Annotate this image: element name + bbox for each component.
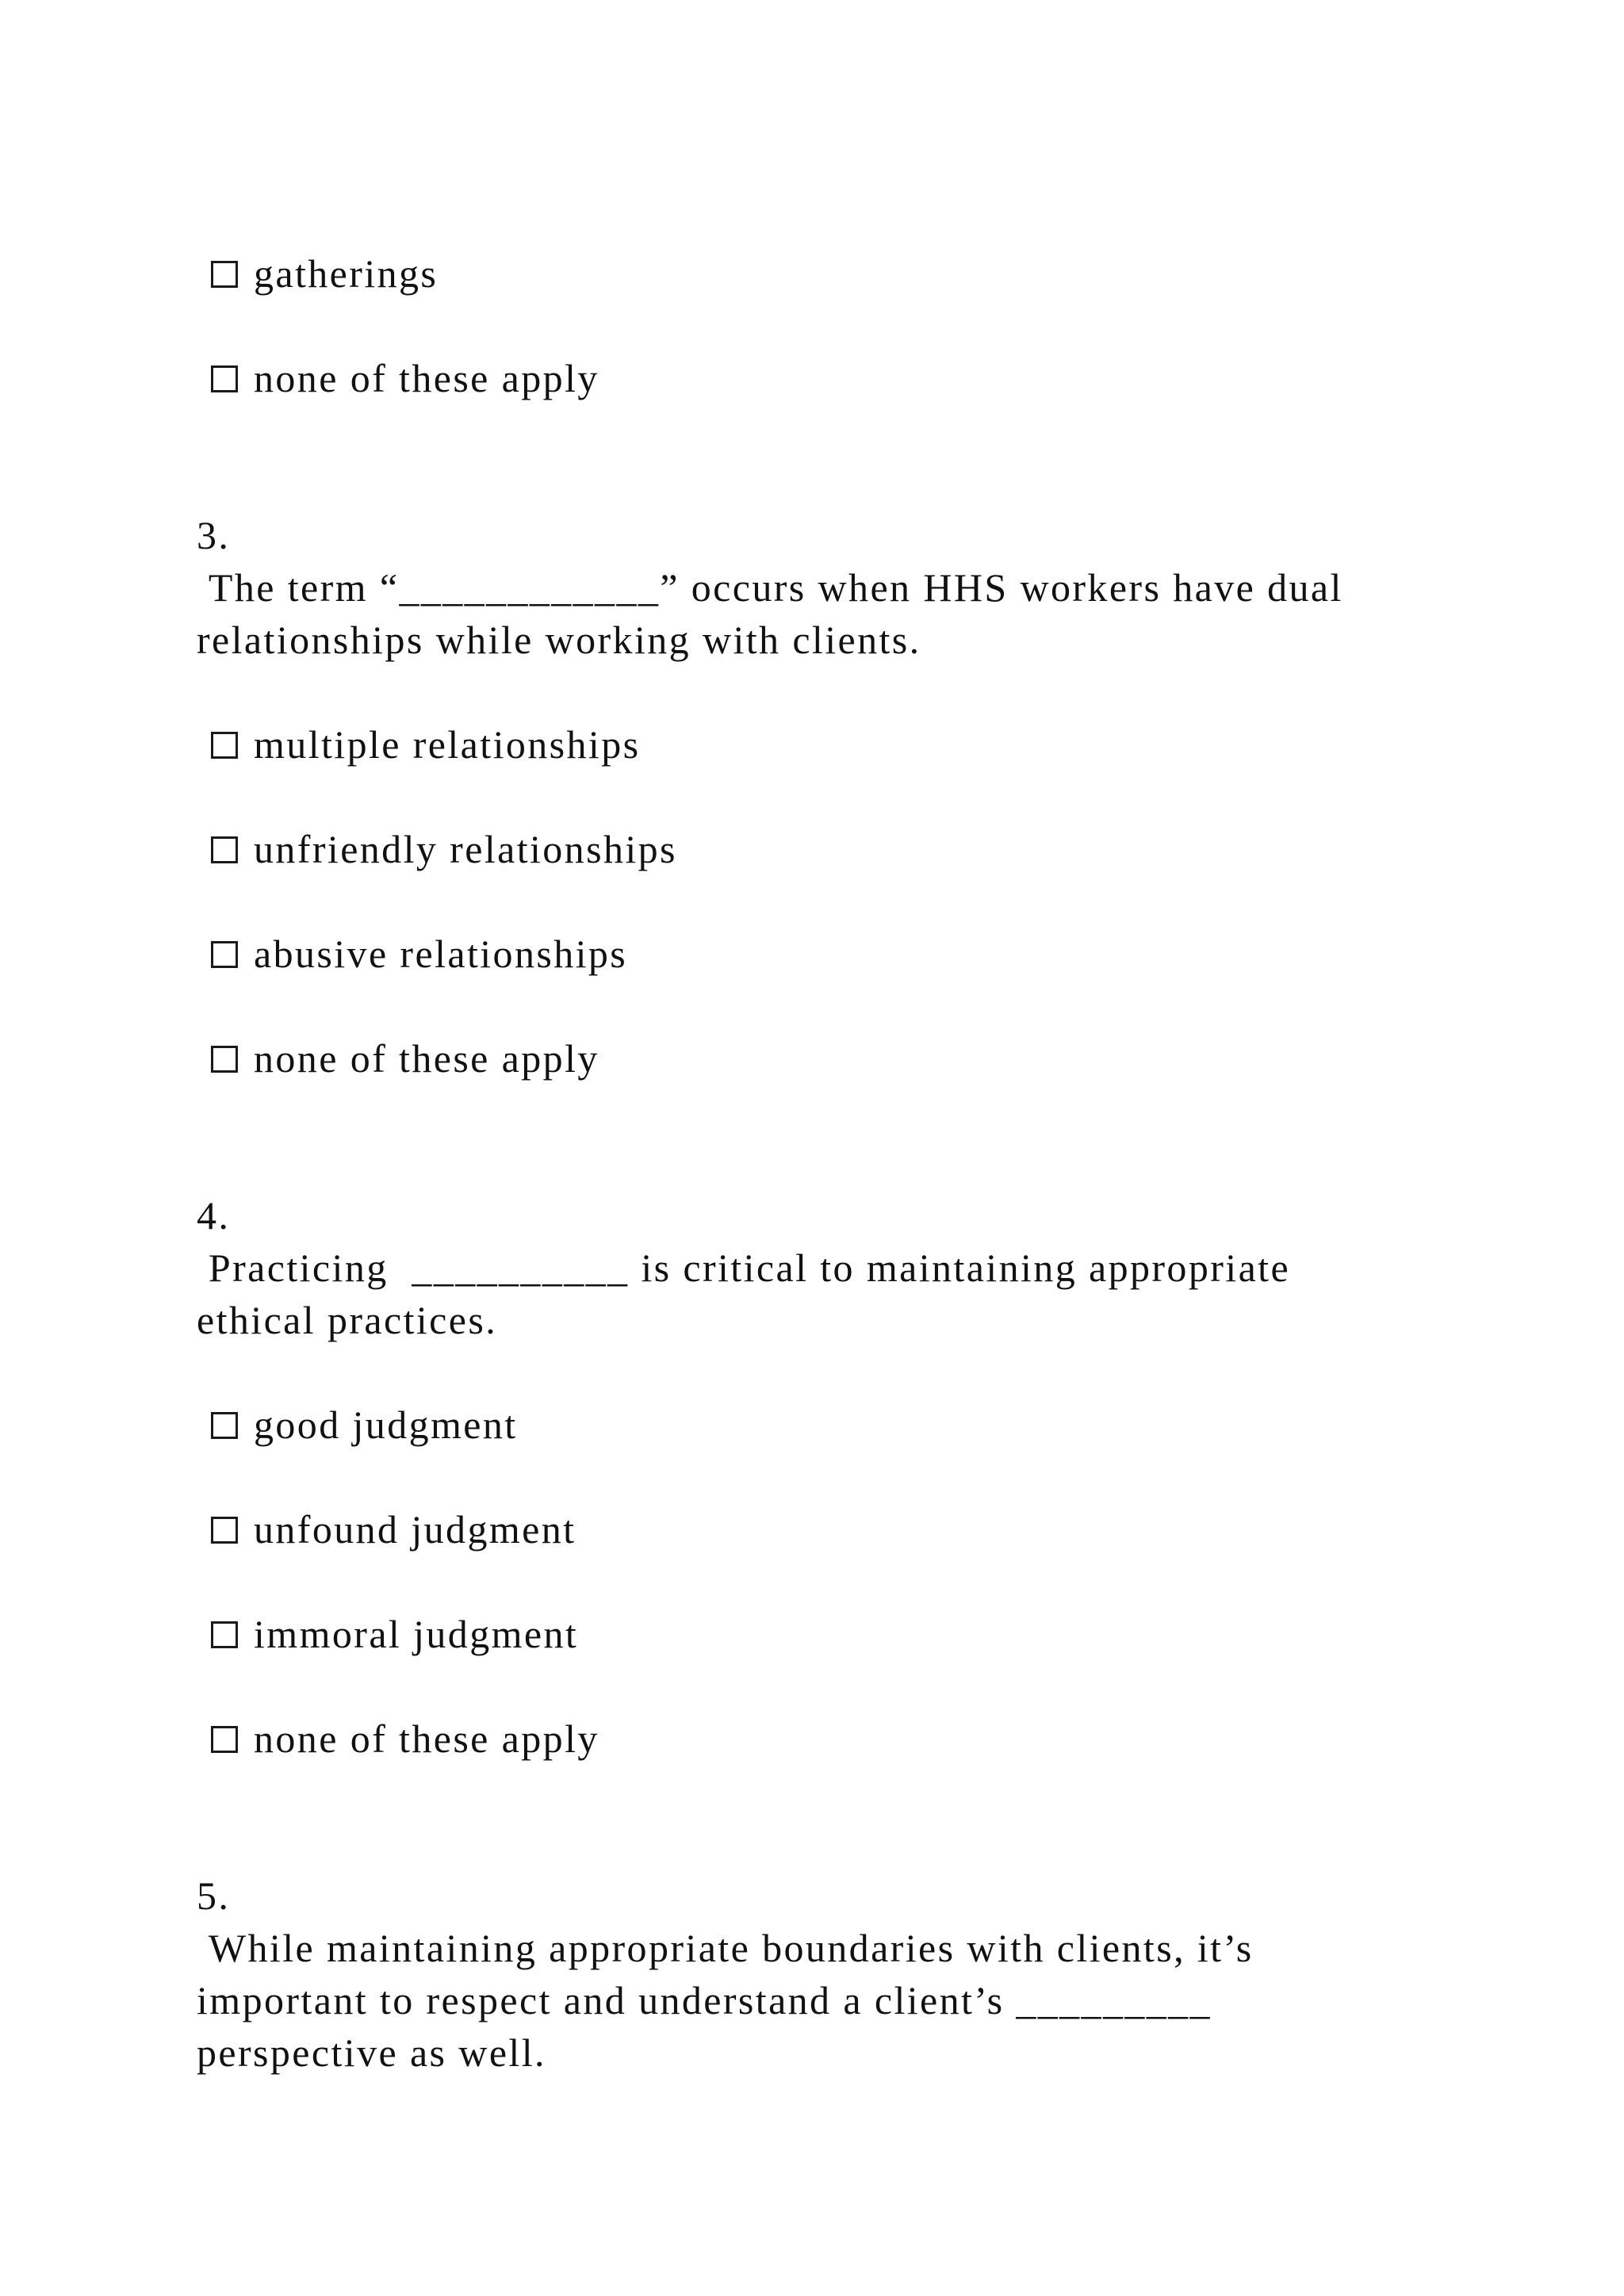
- q4-option-3[interactable]: [211, 1608, 578, 1660]
- option-label: abusive relationships: [254, 932, 628, 976]
- option-label: unfound judgment: [254, 1507, 576, 1552]
- q3-option-2[interactable]: [211, 823, 677, 875]
- question-number: 4.: [197, 1193, 231, 1238]
- question-number: 3.: [197, 513, 231, 557]
- option-label: immoral judgment: [254, 1612, 579, 1656]
- question-stem: While maintaining appropriate boundaries with clients, it’s important to respect and understand a client’s _________ perspective as well.: [197, 1926, 1254, 2075]
- option-label: none of these apply: [254, 1716, 599, 1761]
- option-label: multiple relationships: [254, 722, 641, 767]
- q2-option-1[interactable]: [211, 247, 438, 300]
- option-label: none of these apply: [254, 1036, 599, 1081]
- q2-option-2[interactable]: [211, 352, 599, 404]
- q4-option-2[interactable]: [211, 1503, 576, 1556]
- question-number: 5.: [197, 1873, 231, 1918]
- checkbox-icon[interactable]: [211, 261, 238, 288]
- checkbox-icon[interactable]: [211, 1046, 238, 1073]
- question-stem: The term “____________” occurs when HHS workers have dual relationships while working with clients.: [197, 565, 1343, 662]
- option-label: gatherings: [254, 251, 439, 296]
- q4-option-1[interactable]: [211, 1399, 518, 1451]
- checkbox-icon[interactable]: [211, 1517, 238, 1544]
- q3-option-4[interactable]: [211, 1032, 599, 1085]
- checkbox-icon[interactable]: [211, 836, 238, 863]
- q4-option-4[interactable]: [211, 1712, 599, 1765]
- checkbox-icon[interactable]: [211, 1726, 238, 1753]
- question-stem: Practicing __________ is critical to maintaining appropriate ethical practices.: [197, 1246, 1291, 1342]
- checkbox-icon[interactable]: [211, 1412, 238, 1439]
- q3-option-1[interactable]: [211, 718, 640, 771]
- checkbox-icon[interactable]: [211, 732, 238, 759]
- q3-option-3[interactable]: [211, 928, 627, 980]
- checkbox-icon[interactable]: [211, 1621, 238, 1648]
- checkbox-icon[interactable]: [211, 365, 238, 392]
- option-label: unfriendly relationships: [254, 827, 677, 871]
- checkbox-icon[interactable]: [211, 941, 238, 968]
- option-label: good judgment: [254, 1402, 518, 1447]
- option-label: none of these apply: [254, 356, 599, 400]
